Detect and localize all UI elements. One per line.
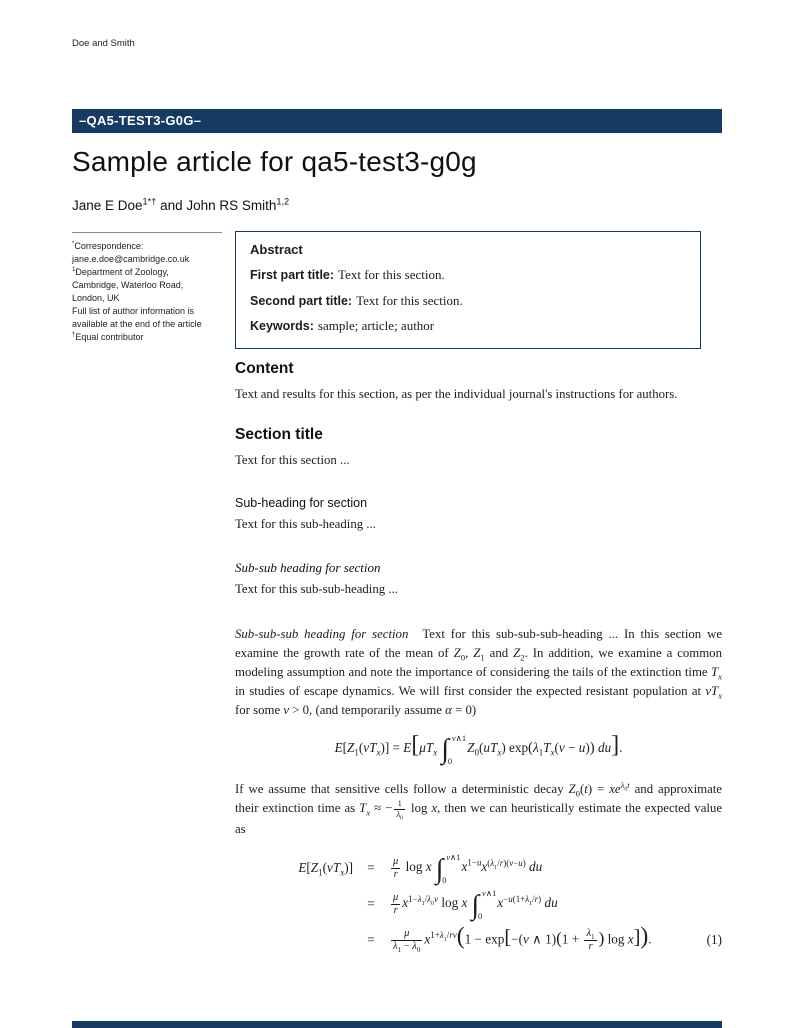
equation-number: (1)	[706, 932, 722, 948]
subsubsub-heading: Sub-sub-sub heading for section	[235, 627, 409, 642]
abstract-part-second	[250, 292, 686, 311]
abstract-keywords-text: sample; article; author	[317, 318, 435, 333]
sub-paragraph: Text for this sub-heading ...	[235, 517, 376, 532]
equation-row	[235, 922, 722, 958]
article-title: Sample article for qa5-test3-g0g	[72, 146, 477, 177]
article-type-banner: –QA5-TEST3-G0G–	[72, 109, 722, 133]
main-column	[235, 358, 722, 958]
sub-heading: Sub-heading for section	[235, 495, 368, 510]
equation-rhs: $\frac{\mu}{r}$ log x ∫ v∧1 0 $x^{1-u}x^{(\lambda_1/r)(v-u)}$ du	[393, 852, 543, 885]
display-equation-unnumbered: $E[Z_1(vT_x)] = E[\mu T_x$ ∫ v∧1 0 $Z_0(uT_x) \exp(\lambda_1T_x(v - u))$ du].	[334, 732, 623, 766]
equation-row	[235, 850, 722, 886]
display-equation-1	[235, 850, 722, 958]
author-notes: *Correspondence: jane.e.doe@cambridge.co.uk $^1$Department of Zoology, Cambridge, Waterloo Road, London, UK Full list of author information is available at the end of the article †Equal contributor	[72, 232, 222, 344]
equation-relation: =	[367, 896, 375, 912]
equation-rhs: $\frac{\mu}{r}$ $x^{1-\lambda_1/\lambda_0v}$ log x ∫ v∧1 0 $x^{-u(1+\lambda_1/r)}$ du	[393, 888, 558, 921]
abstract-part-text: Text for this section.	[338, 267, 445, 282]
equation-rhs: $\frac{\mu}{\lambda_1 - \lambda_0}$ $x^{1+\lambda_1/rv}(1 - \exp[-(v$ ∧ 1)(1 + $\frac{\lambda_1}{r}$ ) log x]).	[393, 923, 652, 955]
footer-rule-bar	[72, 1021, 722, 1028]
content-heading: Content	[235, 360, 294, 377]
running-head: Doe and Smith	[72, 38, 135, 49]
subsubsub-paragraph	[235, 625, 722, 720]
subsubsub-text: Text for this sub-sub-sub-heading ... In this section we examine the growth rate of the mean of $Z_0$, $Z_1$ and $Z_2$. In addition, we examine a common modeling assumption and note the importance of considering the tails of the extinction time $T_x$ in studies of escape dynamics. We will first consider the expected resistant population at $vT_x$ for some v > 0, (and temporarily assume α = 0)	[235, 627, 722, 718]
decay-paragraph: If we assume that sensitive cells follow a deterministic decay $Z_0(t) = xe^{\lambda_0t}$ and approximate their extinction time as $T_x$ ≈ − $\frac{1}{\lambda_0}$ log x, then we can heuristically estimate the expected value as	[235, 779, 723, 836]
abstract-part-label: First part title:	[250, 268, 335, 282]
abstract-box	[235, 231, 701, 349]
subsub-paragraph: Text for this sub-sub-heading ...	[235, 582, 398, 597]
content-paragraph: Text and results for this section, as per the individual journal's instructions for authors.	[235, 386, 678, 401]
abstract-part-first	[250, 266, 686, 285]
abstract-heading: Abstract	[250, 242, 303, 257]
abstract-part-label: Second part title:	[250, 293, 353, 308]
equation-lhs: $E[Z_1(vT_x)]$	[298, 860, 353, 878]
equation-relation: =	[367, 860, 375, 876]
section-paragraph: Text for this section ...	[235, 452, 350, 467]
abstract-part-text: Text for this section.	[356, 292, 463, 308]
section-heading: Section title	[235, 425, 323, 443]
abstract-keywords	[250, 317, 686, 336]
equation-row	[235, 886, 722, 922]
subsub-heading: Sub-sub heading for section	[235, 560, 381, 576]
abstract-keywords-label: Keywords:	[250, 319, 314, 333]
authors-line: Jane E Doe$^{1*\dagger}$ and John RS Smith$^{1,2}$	[72, 196, 290, 213]
equation-relation: =	[367, 932, 375, 948]
